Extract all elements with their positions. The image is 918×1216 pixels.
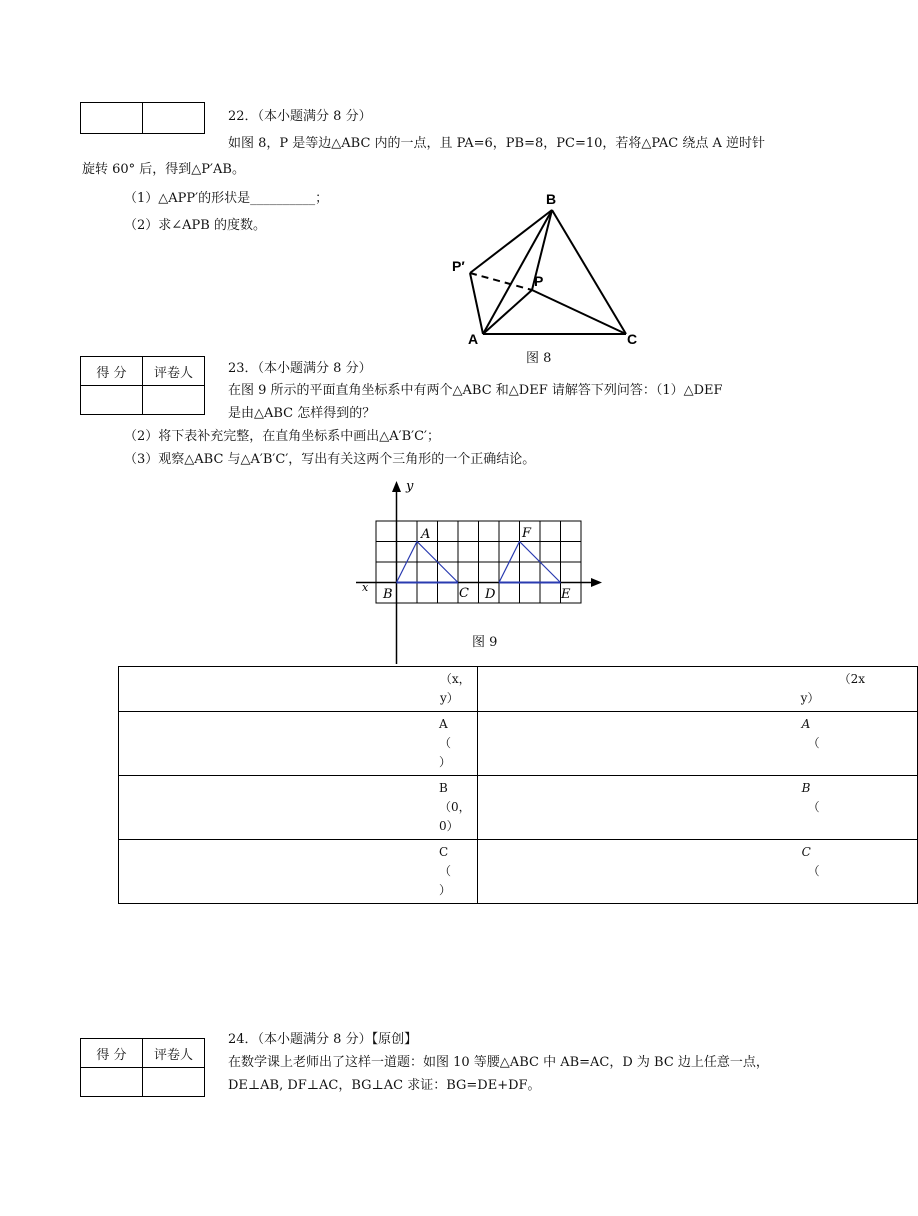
q22-title: 22．（本小题满分 8 分）: [228, 109, 372, 124]
edge-BC: [552, 210, 626, 334]
q22-score-box: [80, 102, 205, 134]
table-cell: C （ ）: [119, 840, 478, 904]
q22-text-line1: 如图 8，P 是等边△ABC 内的一点，且 PA=6，PB=8，PC=10，若将△PAC 绕点 A 逆时针: [228, 136, 766, 151]
y-axis-arrow: [392, 481, 401, 492]
q22-part1: （1）△APP′的形状是__________；: [124, 191, 329, 206]
table-cell: （x， y）: [119, 667, 478, 712]
edge-PP-prime-dashed: [470, 273, 532, 290]
q23-part3: （3）观察△ABC 与△A′B′C′，写出有关这两个三角形的一个正确结论。: [124, 452, 536, 467]
grader-cell: [143, 103, 205, 134]
q24-text-line2: DE⊥AB, DF⊥AC，BG⊥AC 求证：BG=DE+DF。: [228, 1078, 541, 1093]
score-cell: [81, 1068, 143, 1097]
q23-score-box: [80, 356, 205, 415]
q22-text-line2: 旋转 60° 后，得到△P′AB。: [82, 162, 245, 177]
q23-part2: （2）将下表补充完整，在直角坐标系中画出△A′B′C′；: [124, 429, 441, 444]
table-cell: B（0， 0）: [119, 776, 478, 840]
edge-AP: [483, 290, 532, 334]
figure-8: [440, 186, 650, 346]
edge-AP-prime: [470, 273, 483, 334]
figure-8-caption: 图 8: [526, 351, 552, 366]
edge-AB: [483, 210, 552, 334]
label-P-prime: P′: [452, 258, 465, 274]
x-axis-arrow: [591, 578, 602, 587]
point-label-D: D: [485, 587, 496, 602]
score-cell: [81, 386, 143, 415]
coord-table: [118, 666, 918, 904]
table-row: [119, 840, 918, 904]
q23-text-line2: 是由△ABC 怎样得到的？: [228, 406, 376, 421]
label-B: B: [546, 191, 557, 207]
q23-title: 23．（本小题满分 8 分）: [228, 361, 372, 376]
score-cell: [81, 103, 143, 134]
table-cell: B （: [477, 776, 917, 840]
table-cell: （2x y）: [477, 667, 917, 712]
table-cell: A （: [477, 712, 917, 776]
q24-text-line1: 在数学课上老师出了这样一道题：如图 10 等腰△ABC 中 AB=AC，D 为 BC 边上任意一点，: [228, 1055, 769, 1070]
grader-label: 评卷人: [143, 357, 205, 386]
score-label: 得 分: [81, 1039, 143, 1068]
edge-BP-prime: [470, 210, 552, 273]
table-row: [119, 776, 918, 840]
point-label-F: F: [522, 526, 532, 541]
grader-cell: [143, 386, 205, 415]
q23-text-line1: 在图 9 所示的平面直角坐标系中有两个△ABC 和△DEF 请解答下列问答：（1）△DEF: [228, 383, 723, 398]
point-label-B: B: [383, 587, 393, 602]
score-label: 得 分: [81, 357, 143, 386]
label-A: A: [468, 331, 479, 347]
grader-label: 评卷人: [143, 1039, 205, 1068]
coord-table-wrap: [118, 666, 866, 897]
grader-cell: [143, 1068, 205, 1097]
q24-score-box: [80, 1038, 205, 1097]
q24-title: 24．（本小题满分 8 分）【原创】: [228, 1032, 418, 1047]
label-P: P: [534, 273, 544, 289]
table-cell: C （: [477, 840, 917, 904]
axis-label-x: x: [362, 581, 369, 594]
point-label-E: E: [561, 587, 571, 602]
table-row: [119, 712, 918, 776]
table-row: [119, 667, 918, 712]
point-label-A: A: [421, 527, 431, 542]
q22-part2: （2）求∠APB 的度数。: [124, 218, 266, 233]
label-C: C: [627, 331, 638, 347]
figure-9-caption: 图 9: [472, 635, 498, 650]
table-cell: A （ ）: [119, 712, 478, 776]
point-label-C: C: [459, 586, 469, 601]
axis-label-y: y: [406, 479, 414, 494]
